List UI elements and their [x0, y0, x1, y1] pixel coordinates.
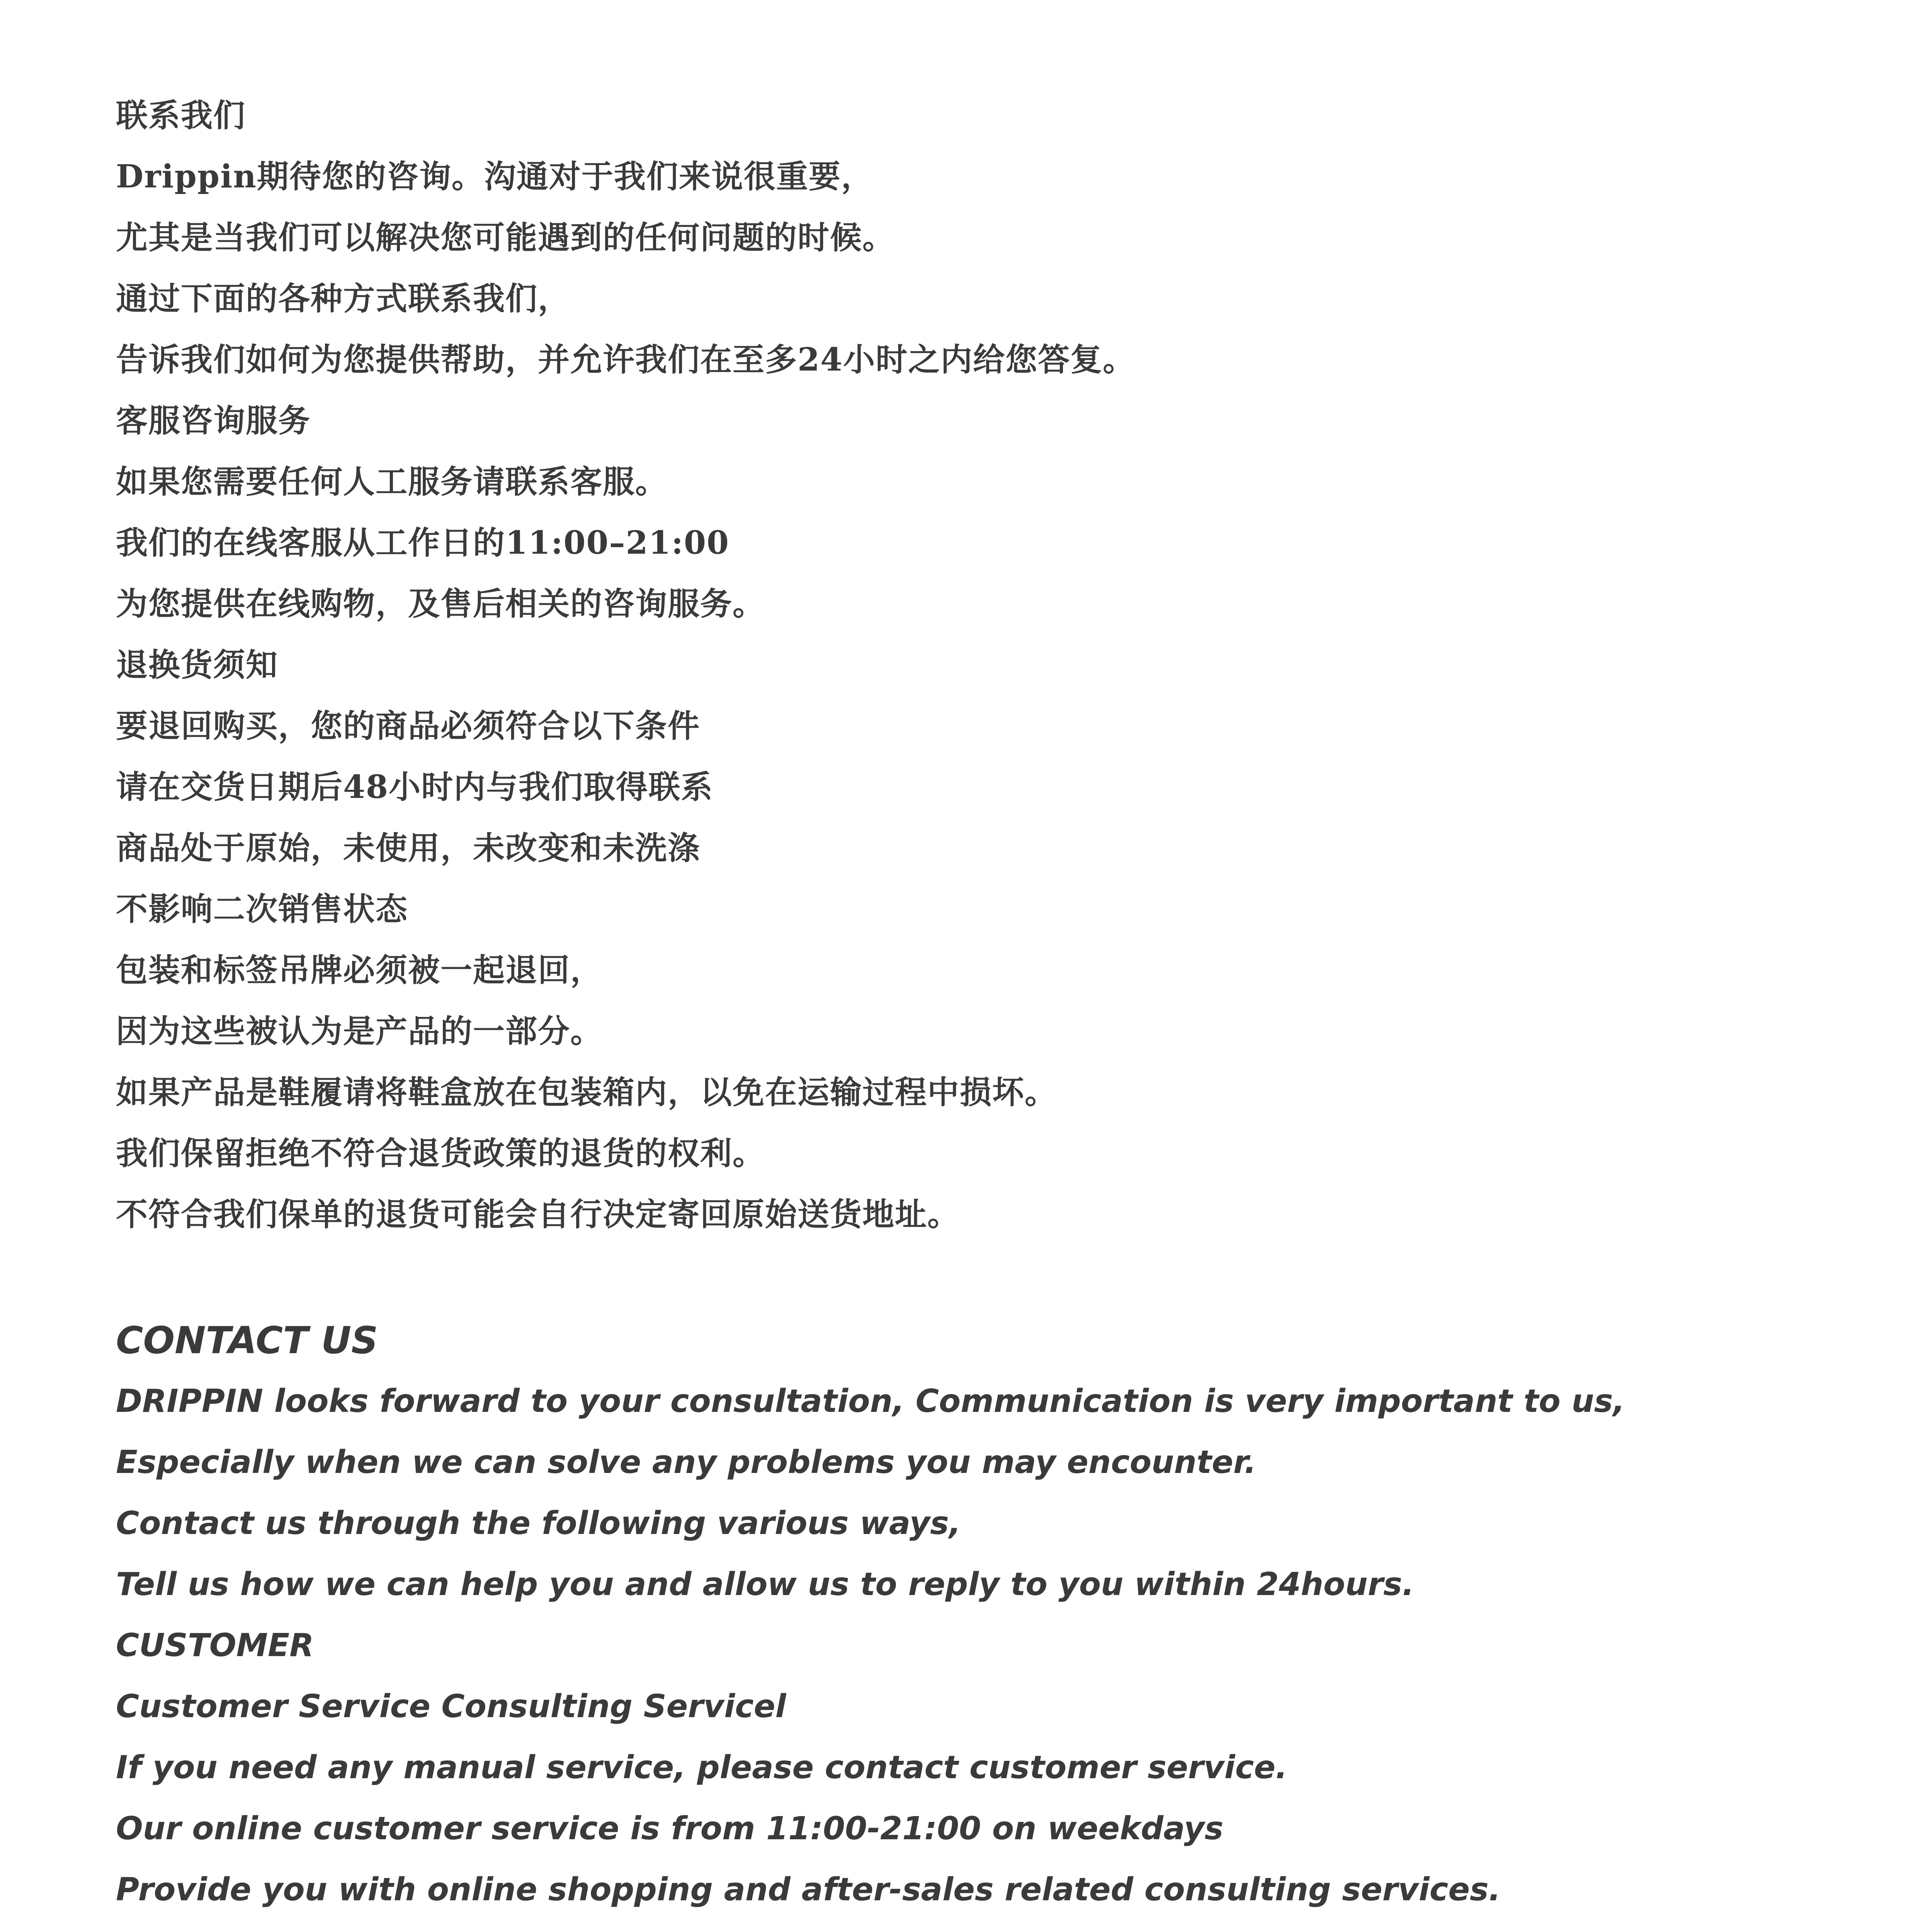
cn-line: 为您提供在线购物，及售后相关的咨询服务。	[116, 585, 765, 622]
cn-line: 通过下面的各种方式联系我们，	[116, 280, 571, 317]
en-line: Contact us through the following various ways,	[116, 1505, 961, 1542]
cn-line: 因为这些被认为是产品的一部分。	[116, 1013, 603, 1050]
en-line: Customer Service Consulting Servicel	[116, 1688, 786, 1725]
cn-line: 不符合我们保单的退货可能会自行决定寄回原始送货地址。	[116, 1196, 960, 1233]
en-line: DRIPPIN looks forward to your consultation, Communication is very important to us,	[116, 1383, 1625, 1420]
cn-line: 不影响二次销售状态	[116, 891, 408, 928]
cn-line: 尤其是当我们可以解决您可能遇到的任何问题的时候。	[116, 219, 895, 256]
cn-line: 包装和标签吊牌必须被一起退回，	[116, 952, 603, 989]
en-title: CONTACT US	[116, 1319, 378, 1362]
cn-line: 商品处于原始，未使用，未改变和未洗涤	[116, 830, 701, 867]
cn-line: 我们保留拒绝不符合退货政策的退货的权利。	[116, 1135, 765, 1172]
cn-title: 联系我们	[116, 97, 246, 134]
en-line: If you need any manual service, please contact customer service.	[116, 1749, 1287, 1786]
en-line: Tell us how we can help you and allow us to reply to you within 24hours.	[116, 1566, 1414, 1603]
en-line: Provide you with online shopping and after-sales related consulting services.	[116, 1871, 1501, 1908]
cn-line: 如果您需要任何人工服务请联系客服。	[116, 463, 668, 500]
chinese-section	[116, 85, 1855, 1245]
english-section	[116, 1310, 1855, 1932]
cn-line: 要退回购买，您的商品必须符合以下条件	[116, 707, 701, 745]
en-subheading: CUSTOMER	[116, 1627, 314, 1664]
en-subheading	[116, 1920, 1855, 1932]
cn-line: 请在交货日期后48小时内与我们取得联系	[116, 769, 714, 806]
cn-line: 如果产品是鞋履请将鞋盒放在包装箱内，以免在运输过程中损坏。	[116, 1074, 1058, 1111]
cn-line: 告诉我们如何为您提供帮助，并允许我们在至多24小时之内给您答复。	[116, 341, 1136, 378]
cn-line: 我们的在线客服从工作日的11:00–21:00	[116, 524, 730, 561]
cn-subheading: 客服咨询服务	[116, 402, 311, 439]
en-line: Our online customer service is from 11:00-21:00 on weekdays	[116, 1810, 1224, 1847]
en-line: Especially when we can solve any problems you may encounter.	[116, 1444, 1257, 1481]
cn-subheading: 退换货须知	[116, 646, 279, 684]
cn-line: Drippin期待您的咨询。沟通对于我们来说很重要，	[116, 158, 874, 195]
